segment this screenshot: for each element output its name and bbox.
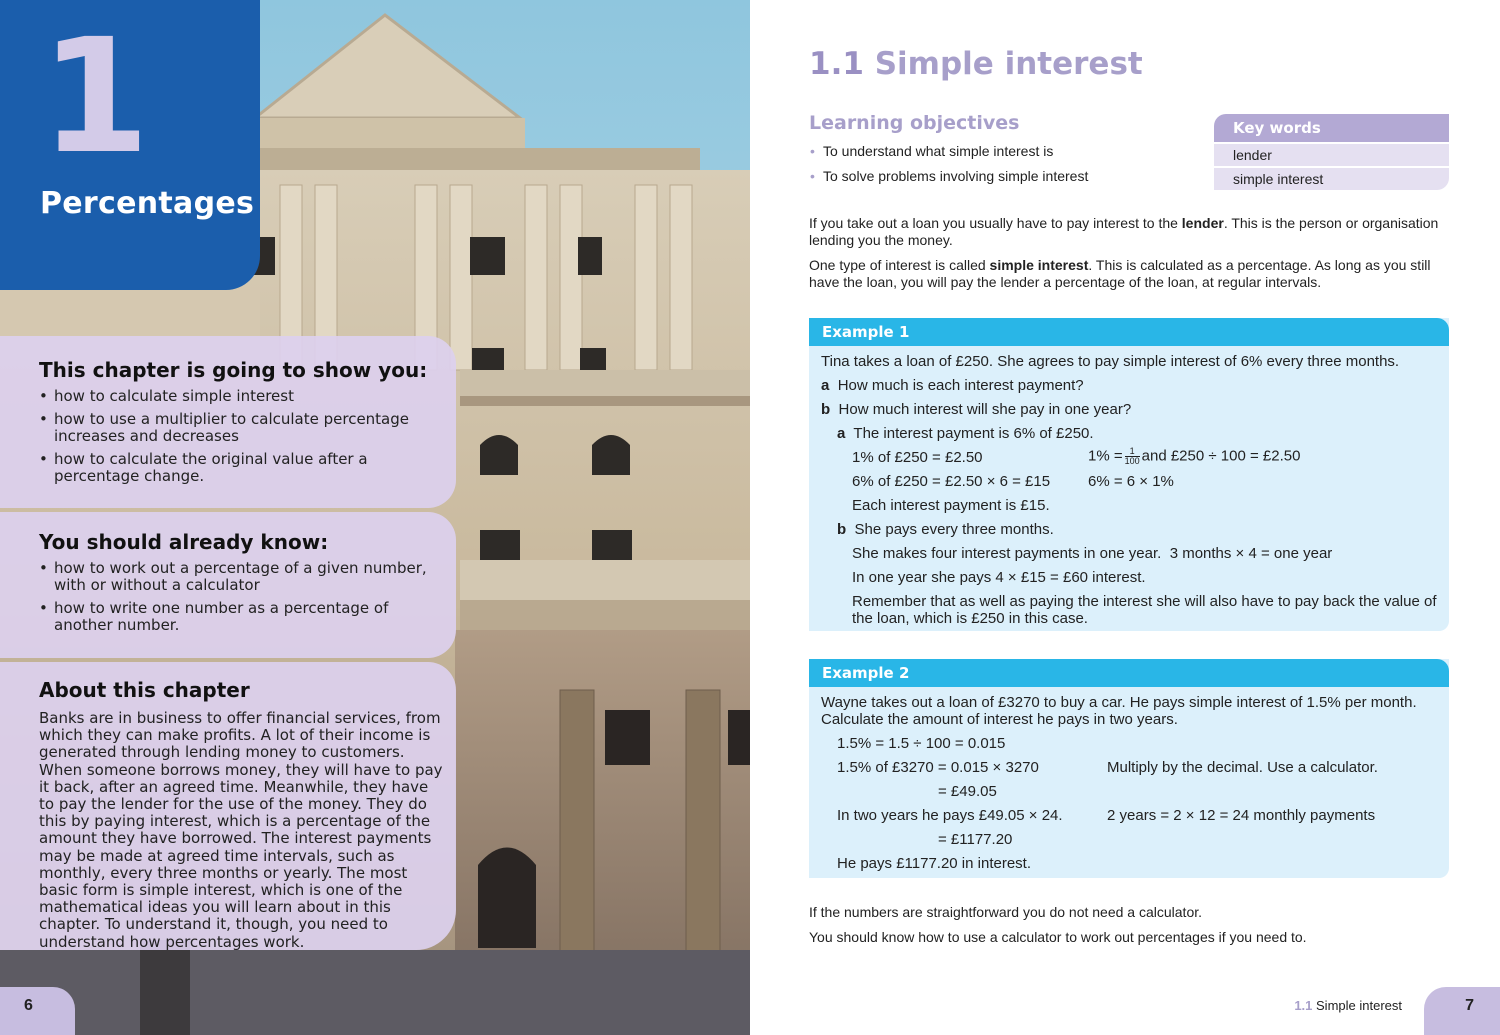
section-title <box>809 46 1143 82</box>
text: . This is the person or organisation lending you the money. <box>809 215 1439 248</box>
fraction-numerator: 1 <box>1125 447 1140 457</box>
note-text: 1% = <box>1088 447 1123 465</box>
example-part <box>821 377 1084 394</box>
key-word: simple interest <box>1214 168 1449 190</box>
already-know-heading: You should already know: <box>39 530 329 554</box>
working-line: = £1177.20 <box>938 831 1013 848</box>
answer-line <box>837 425 1094 442</box>
key-word: lender <box>1214 144 1449 166</box>
key-words-box <box>1214 114 1449 190</box>
outro-paragraph: You should know how to use a calculator to work out percentages if you need to. <box>809 929 1307 945</box>
note-text: and £250 ÷ 100 = £2.50 <box>1141 447 1301 465</box>
working-line: 1.5% = 1.5 ÷ 100 = 0.015 <box>837 735 1006 752</box>
learning-objectives-heading: Learning objectives <box>809 112 1020 134</box>
about-chapter-heading: About this chapter <box>39 678 250 702</box>
working-line: He pays £1177.20 in interest. <box>837 855 1032 872</box>
answer-note: 6% = 6 × 1% <box>1088 473 1174 490</box>
intro-paragraph <box>809 215 1449 249</box>
key-term: lender <box>1181 215 1224 231</box>
part-label: b <box>837 521 847 538</box>
show-you-panel <box>0 336 456 508</box>
list-item: • how to write one number as a percentage of another number. <box>39 600 444 634</box>
answer-line: Remember that as well as paying the interest she will also have to pay back the value of the loan, which is £250 in this case. <box>852 593 1437 627</box>
example-2-box <box>809 659 1449 878</box>
answer-text: She pays every three months. <box>854 521 1054 538</box>
working-line: 1.5% of £3270 = 0.015 × 3270 <box>837 759 1039 776</box>
about-chapter-panel <box>0 662 456 950</box>
list-item: • how to calculate simple interest <box>39 388 444 405</box>
already-know-list <box>39 560 444 640</box>
page-number-tab <box>0 987 75 1035</box>
part-label: a <box>837 425 846 442</box>
fraction <box>1125 447 1140 466</box>
answer-line: 6% of £250 = £2.50 × 6 = £15 <box>852 473 1051 490</box>
show-you-list <box>39 388 444 491</box>
working-note: 2 years = 2 × 12 = 24 monthly payments <box>1107 807 1376 824</box>
answer-line: 1% of £250 = £2.50 <box>852 449 983 466</box>
list-item: • how to calculate the original value after a percentage change. <box>39 451 444 485</box>
part-text: How much interest will she pay in one year? <box>838 401 1132 418</box>
page-number: 6 <box>24 997 33 1014</box>
example-part <box>821 401 1131 418</box>
list-item: • how to work out a percentage of a given number, with or without a calculator <box>39 560 444 594</box>
learning-objectives-list <box>809 143 1088 193</box>
working-note: Multiply by the decimal. Use a calculator. <box>1107 759 1378 776</box>
list-item: • how to use a multiplier to calculate percentage increases and decreases <box>39 411 444 445</box>
example-1-heading: Example 1 <box>809 318 1449 346</box>
part-text: How much is each interest payment? <box>837 377 1084 394</box>
text: . This is calculated as a percentage. As long as you still have the loan, you will pay the lender a percentage of the loan, at regular intervals. <box>809 257 1431 290</box>
list-item: • To understand what simple interest is <box>809 143 1088 168</box>
working-line: In two years he pays £49.05 × 24. <box>837 807 1063 824</box>
list-item: • To solve problems involving simple interest <box>809 168 1088 193</box>
section-number: 1.1 <box>809 46 864 82</box>
key-words-heading: Key words <box>1214 114 1449 142</box>
about-chapter-text: Banks are in business to offer financial services, from which they can make profits. A lot of their income is generated through lending money to customers. When someone borrows money, they will have to pay it back, after an agreed time. Meanwhile, they have to pay the lender for the use of the money. They do this by paying interest, which is a percentage of the amount they have borrowed. The interest payments may be made at agreed time intervals, such as monthly, every three months or yearly. The most basic form is simple interest, which is one of the mathematical ideas you will learn about in this chapter. To understand it, though, you need to understand how percentages work. <box>39 709 443 951</box>
example-2-heading: Example 2 <box>809 659 1449 687</box>
answer-text: She makes four interest payments in one year. <box>852 545 1162 562</box>
answer-line <box>852 545 1332 562</box>
working-line: = £49.05 <box>938 783 997 800</box>
text: If you take out a loan you usually have to pay interest to the <box>809 215 1182 231</box>
page-number-tab <box>1424 987 1500 1035</box>
intro-paragraph <box>809 257 1449 291</box>
key-term: simple interest <box>989 257 1089 273</box>
part-label: a <box>821 377 830 394</box>
answer-text: The interest payment is 6% of £250. <box>853 425 1094 442</box>
answer-line: In one year she pays 4 × £15 = £60 interest. <box>852 569 1146 586</box>
example-1-box <box>809 318 1449 631</box>
right-page <box>750 0 1500 1035</box>
answer-note: 3 months × 4 = one year <box>1169 545 1333 562</box>
answer-note <box>1088 447 1300 466</box>
text: One type of interest is called <box>809 257 990 273</box>
footer-section-title: Simple interest <box>1316 998 1402 1013</box>
already-know-panel <box>0 512 456 658</box>
example-question: Tina takes a loan of £250. She agrees to pay simple interest of 6% every three months. <box>821 353 1400 370</box>
section-title-text: Simple interest <box>874 46 1143 82</box>
fraction-denominator: 100 <box>1124 456 1140 466</box>
chapter-number: 1 <box>40 5 150 189</box>
chapter-tab <box>0 0 260 290</box>
answer-line <box>837 521 1054 538</box>
part-label: b <box>821 401 831 418</box>
show-you-heading: This chapter is going to show you: <box>39 358 428 382</box>
example-question: Wayne takes out a loan of £3270 to buy a car. He pays simple interest of 1.5% per month. Calculate the amount of interest he pays in two years. <box>821 694 1417 728</box>
footer-section-number: 1.1 <box>1294 998 1313 1013</box>
answer-line: Each interest payment is £15. <box>852 497 1050 514</box>
outro-paragraph: If the numbers are straightforward you do not need a calculator. <box>809 904 1203 920</box>
page-number: 7 <box>1465 997 1474 1014</box>
running-footer <box>1294 998 1402 1013</box>
chapter-title: Percentages <box>40 186 255 221</box>
